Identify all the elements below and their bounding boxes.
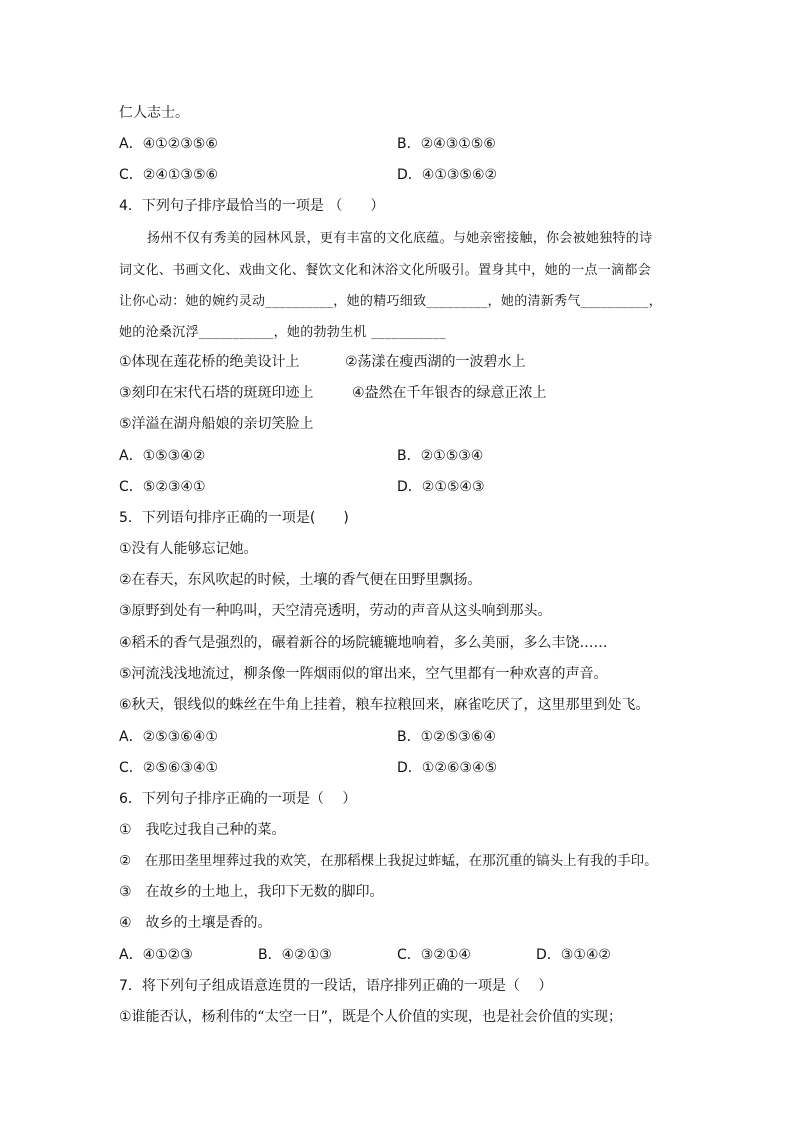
q4-option-c: C．⑤②③④①: [119, 479, 206, 495]
q5-option-c: C．②⑤⑥③④①: [119, 760, 219, 776]
q4-option-d: D．②①⑤④③: [397, 479, 485, 495]
q5-item-4: ④稻禾的香气是强烈的，碾着新谷的场院辘辘地响着，多么美丽，多么丰饶……: [119, 635, 608, 651]
q3-tail-text: 仁人志士。: [119, 105, 189, 121]
q5-item-6: ⑥秋天，银线似的蛛丝在牛角上挂着，粮车拉粮回来，麻雀吃厌了，这里那里到处飞。: [119, 697, 650, 713]
q3-option-a: A．④①②③⑤⑥: [119, 136, 218, 152]
q6-option-a: A．④①②③: [119, 947, 193, 963]
q5-item-2: ②在春天，东风吹起的时候，土壤的香气便在田野里飘扬。: [119, 572, 482, 588]
q4-item-3: ③刻印在宋代石塔的斑斑印迹上: [119, 385, 314, 401]
q6-item-3: ③ 在故乡的土地上，我印下无数的脚印。: [119, 884, 384, 900]
q7-item-1: ①谁能否认，杨利伟的“太空一日”，既是个人价值的实现，也是社会价值的实现；: [119, 1009, 623, 1025]
q4-stem: 4．下列句子排序最恰当的一项是 （ ）: [119, 198, 385, 214]
q5-option-b: B．①②⑤③⑥④: [397, 729, 496, 745]
q5-stem: 5．下列语句排序正确的一项是( ): [119, 510, 349, 526]
q4-item-1: ①体现在莲花桥的绝美设计上: [119, 354, 300, 370]
q6-item-1: ① 我吃过我自己种的菜。: [119, 822, 286, 838]
q4-passage-line-2: 词文化、书画文化、戏曲文化、餐饮文化和沐浴文化所吸引。置身其中，她的一点一滴都会: [119, 263, 652, 278]
q6-item-2: ② 在那田垄里埋葬过我的欢笑，在那稻棵上我捉过蚱蜢，在那沉重的镐头上有我的手印。: [119, 853, 658, 869]
q3-option-d: D．④①③⑤⑥②: [397, 167, 498, 183]
q6-option-b: B．④②①③: [258, 947, 332, 963]
q4-passage-line-4: 她的沧桑沉浮___________，她的勃勃生机 ___________: [119, 325, 446, 340]
q5-item-3: ③原野到处有一种呜叫，天空清亮透明，劳动的声音从这头响到那头。: [119, 603, 552, 619]
q6-item-4: ④ 故乡的土壤是香的。: [119, 915, 272, 931]
q6-option-d: D．③①④②: [536, 947, 611, 963]
q7-stem: 7．将下列句子组成语意连贯的一段话，语序排列正确的一项是（ ）: [119, 978, 553, 994]
q4-item-2: ②荡漾在瘦西湖的一波碧水上: [345, 354, 526, 370]
q4-passage-line-3: 让你心动：她的婉约灵动__________，她的精巧细致_________，她的清新秀气__________，: [119, 294, 662, 309]
q4-passage-line-1: 扬州不仅有秀美的园林风景，更有丰富的文化底蕴。与她亲密接触，你会被她独特的诗: [147, 231, 653, 246]
q6-stem: 6．下列句子排序正确的一项是（ ）: [119, 791, 357, 807]
q5-option-d: D．①②⑥③④⑤: [397, 760, 498, 776]
q5-item-1: ①没有人能够忘记她。: [119, 541, 258, 557]
q4-option-a: A．①⑤③④②: [119, 448, 206, 464]
q5-item-5: ⑤河流浅浅地流过，柳条像一阵烟雨似的窜出来，空气里都有一种欢喜的声音。: [119, 666, 608, 682]
q5-option-a: A．②⑤③⑥④①: [119, 729, 218, 745]
q4-option-b: B．②①⑤③④: [397, 448, 484, 464]
q4-item-5: ⑤洋溢在湖舟船娘的亲切笑脸上: [119, 416, 314, 432]
q4-item-4: ④盎然在千年银杏的绿意正浓上: [352, 385, 547, 401]
q3-option-b: B．②④③①⑤⑥: [397, 136, 496, 152]
q6-option-c: C．③②①④: [397, 947, 471, 963]
q3-option-c: C．②④①③⑤⑥: [119, 167, 219, 183]
